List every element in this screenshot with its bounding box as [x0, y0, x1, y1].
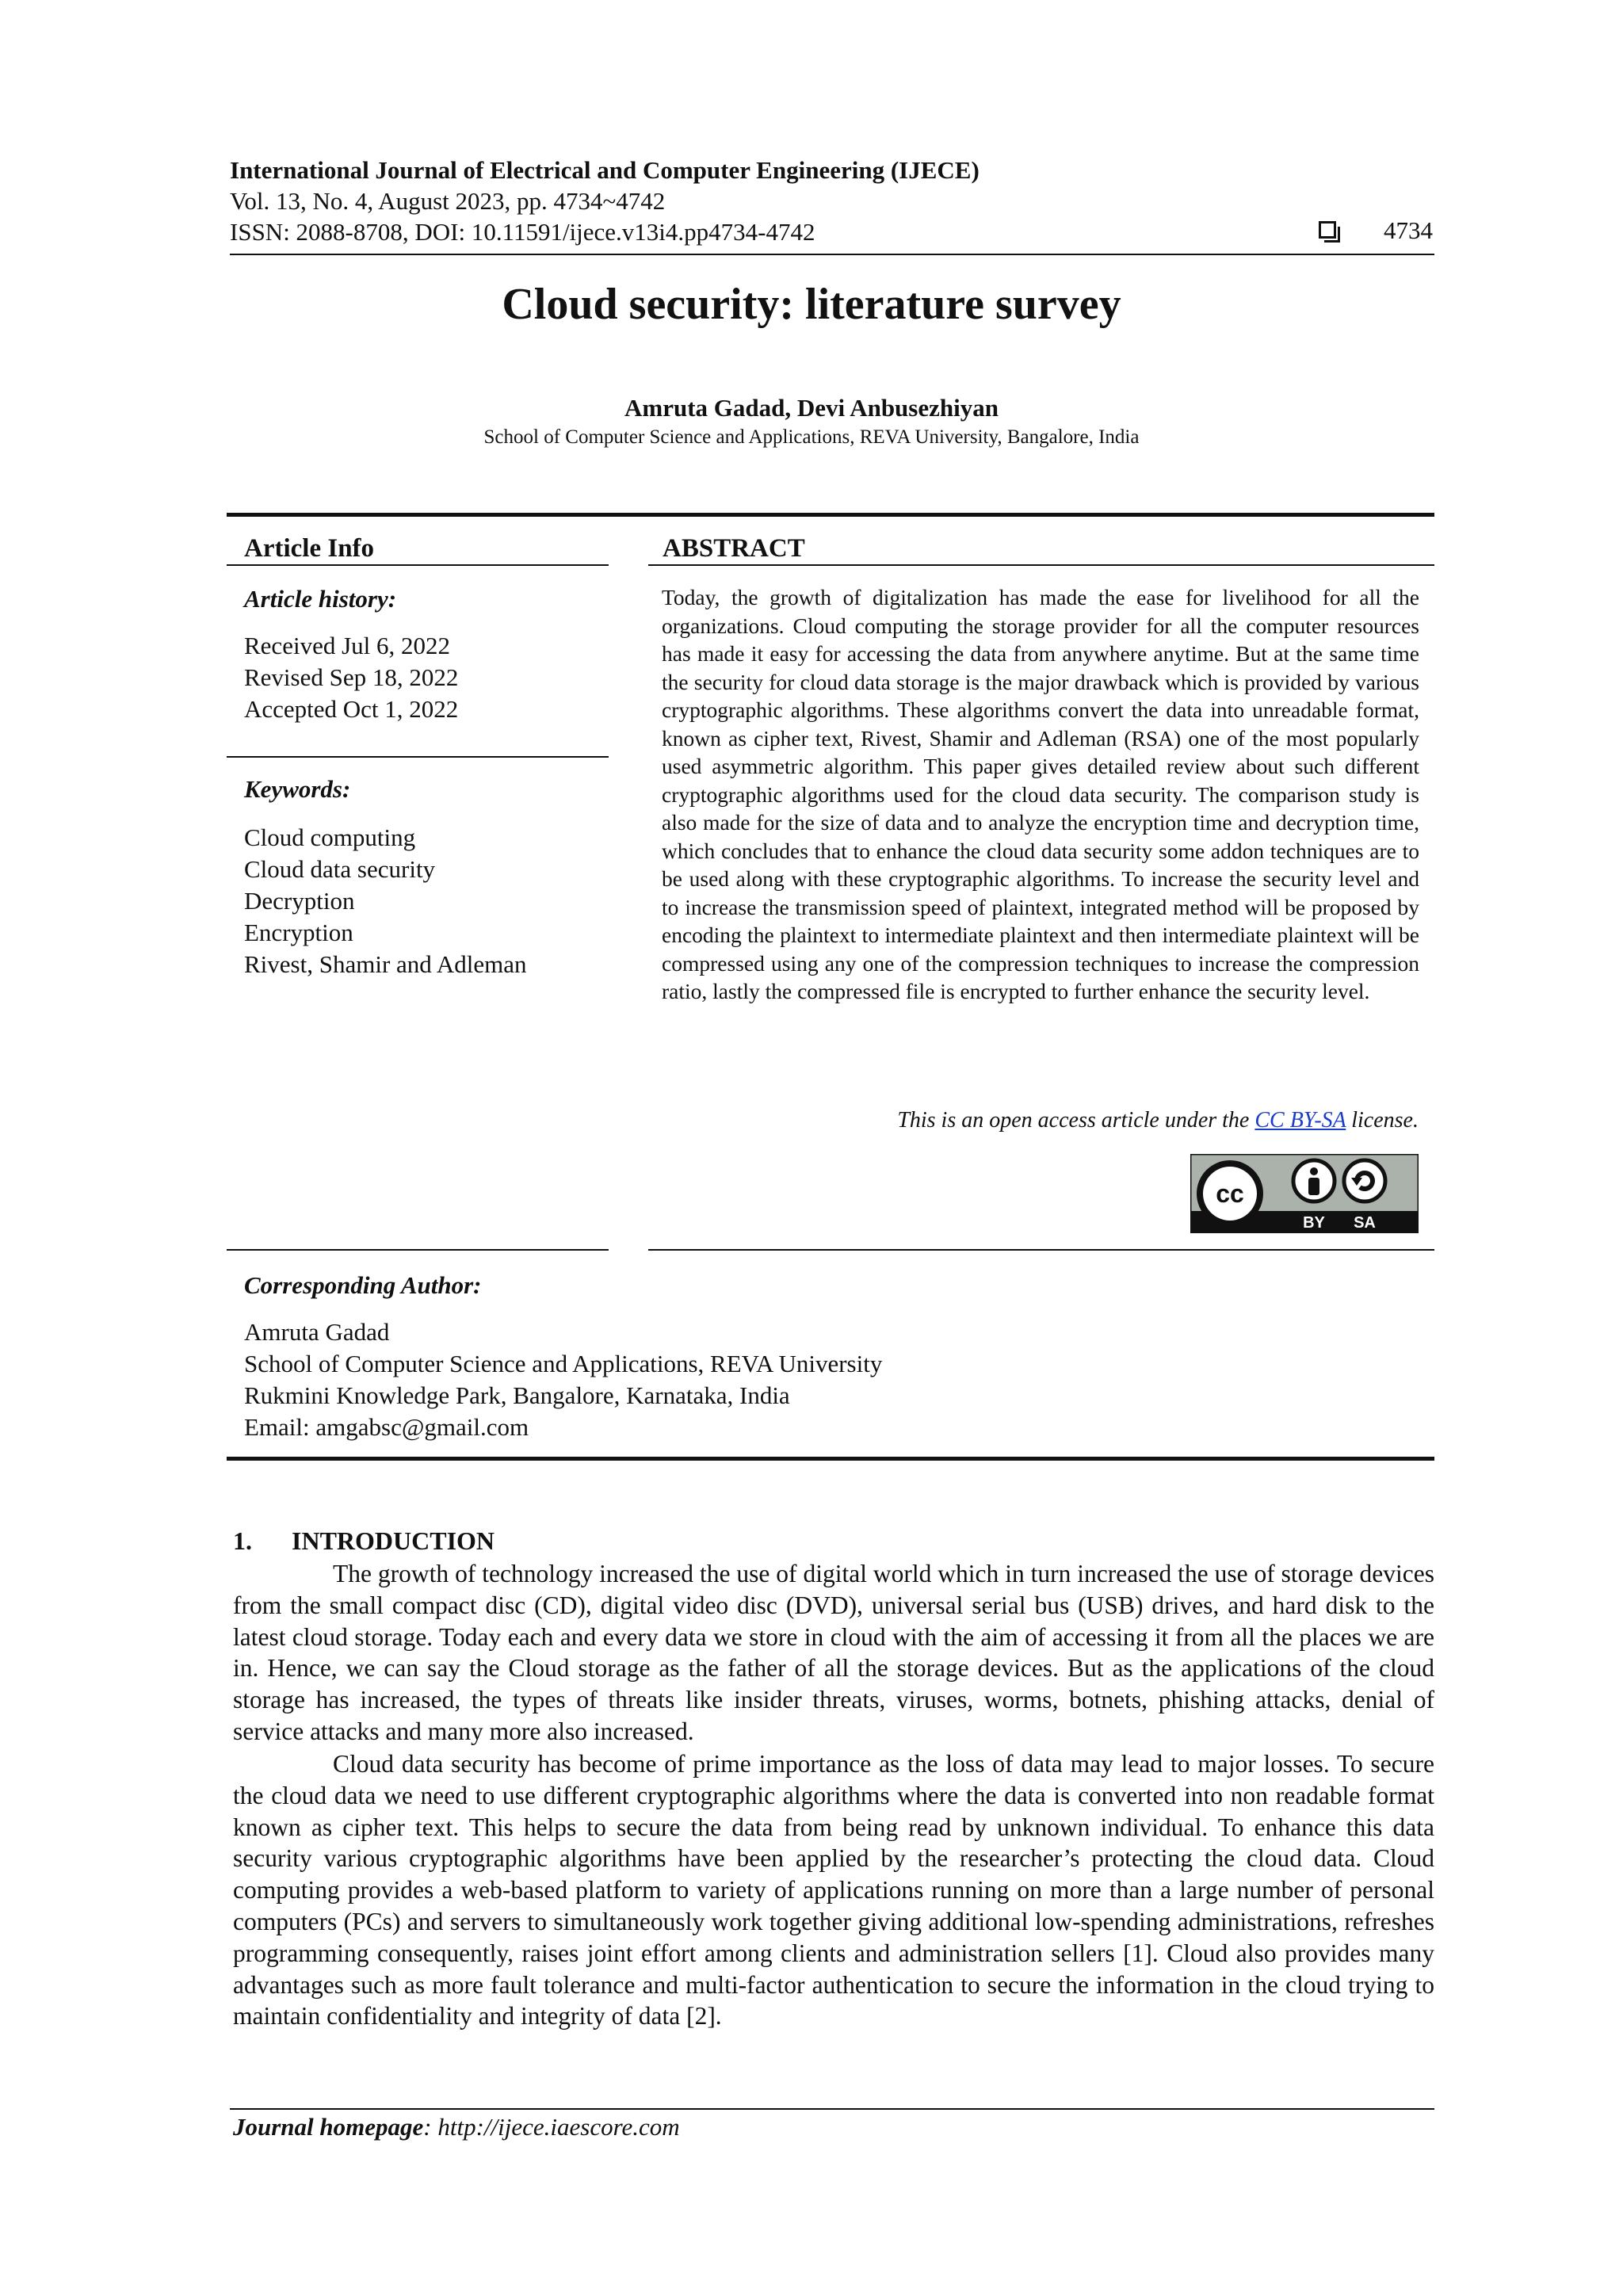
- corresponding-author-dept: School of Computer Science and Applications, REVA University: [244, 1350, 883, 1377]
- keyword-item: Decryption: [244, 887, 355, 915]
- article-info-heading: Article Info: [244, 534, 375, 563]
- homepage-label: Journal homepage: [233, 2113, 424, 2141]
- sa-label: SA: [1354, 1214, 1376, 1232]
- by-label: BY: [1303, 1214, 1325, 1232]
- abstract-heading: ABSTRACT: [663, 534, 805, 563]
- keywords-rule: [227, 756, 609, 758]
- keyword-item: Cloud data security: [244, 855, 436, 883]
- checkbox-square-icon: [1319, 221, 1336, 239]
- issn-doi-line: ISSN: 2088-8708, DOI: 10.11591/ijece.v13i4.pp4734-4742: [230, 218, 815, 246]
- abstract-bottom-rule: [648, 1249, 1434, 1251]
- keywords-heading: Keywords:: [244, 775, 351, 803]
- accepted-date: Accepted Oct 1, 2022: [244, 695, 459, 723]
- header-rule: [230, 254, 1434, 255]
- corresponding-author-email: Email: amgabsc@gmail.com: [244, 1413, 529, 1441]
- keyword-item: Cloud computing: [244, 823, 416, 851]
- author-list: Amruta Gadad, Devi Anbusezhiyan: [624, 394, 999, 422]
- footer-rule: [230, 2108, 1434, 2110]
- journal-homepage: [233, 2113, 680, 2141]
- revised-date: Revised Sep 18, 2022: [244, 663, 459, 691]
- journal-name: International Journal of Electrical and Computer Engineering (IJECE): [230, 156, 980, 184]
- abstract-rule: [648, 564, 1434, 566]
- sa-share-icon: [1344, 1160, 1385, 1201]
- corresponding-author-address: Rukmini Knowledge Park, Bangalore, Karnataka, India: [244, 1381, 790, 1409]
- keyword-item: Rivest, Shamir and Adleman: [244, 950, 527, 978]
- corresponding-author-heading: Corresponding Author:: [244, 1271, 482, 1299]
- paper-title: Cloud security: literature survey: [502, 280, 1121, 329]
- cc-by-sa-badge-icon[interactable]: [1190, 1154, 1419, 1233]
- abstract-text: Today, the growth of digitalization has made the ease for livelihood for all the organizations. Cloud computing the storage provider for all the computer resources has made it easy for accessing the data from anywhere anytime. But at the same time the security for cloud data storage is the major drawback which is provided by various cryptographic algorithms. These algorithms convert the data into unreadable format, known as cipher text, Rivest, Shamir and Adleman (RSA) one of the most popularly used asymmetric algorithm. This paper gives detailed review about such different cryptographic algorithms used for the cloud data security. The comparison study is also made for the size of data and to analyze the encryption time and decryption time, which concludes that to enhance the cloud data security some addon techniques are to be used along with these cryptographic algorithms. To increase the security level and to increase the transmission speed of plaintext, integrated method will be proposed by encoding the plaintext to intermediate plaintext and then intermediate plaintext will be compressed using any one of the compression techniques to increase the compression ratio, lastly the compressed file is encrypted to further enhance the security level.: [662, 585, 1419, 1003]
- open-access-note: [897, 1108, 1419, 1133]
- info-box-top-rule: [227, 513, 1434, 517]
- article-history-heading: Article history:: [244, 585, 397, 613]
- cc-glyph: cc: [1216, 1179, 1244, 1208]
- keyword-item: Encryption: [244, 919, 353, 946]
- by-person-head: [1310, 1167, 1318, 1175]
- info-bottom-rule: [227, 1249, 609, 1251]
- volume-line: Vol. 13, No. 4, August 2023, pp. 4734~4742: [230, 187, 666, 215]
- info-box-bottom-rule: [227, 1457, 1434, 1461]
- intro-heading: INTRODUCTION: [292, 1526, 495, 1555]
- by-person-body: [1308, 1178, 1319, 1195]
- homepage-url[interactable]: : http://ijece.iaescore.com: [423, 2113, 680, 2141]
- open-access-prefix: This is an open access article under the: [897, 1108, 1255, 1133]
- intro-section-number: 1.: [233, 1526, 252, 1555]
- corresponding-author-name: Amruta Gadad: [244, 1318, 390, 1346]
- open-access-suffix: license.: [1346, 1108, 1419, 1133]
- license-link[interactable]: CC BY-SA: [1254, 1108, 1346, 1133]
- affiliation: School of Computer Science and Applications, REVA University, Bangalore, India: [483, 426, 1140, 448]
- article-info-rule: [227, 564, 609, 566]
- page-number: 4734: [1384, 216, 1433, 244]
- intro-paragraph-1: The growth of technology increased the use of digital world which in turn increased the use of storage devices from the small compact disc (CD), digital video disc (DVD), universal serial bus (USB) drives, and hard disk to the latest cloud storage. Today each and every data we store in cloud with the aim of accessing it from all the places we are in. Hence, we can say the Cloud storage as the father of all the storage devices. But as the applications of the cloud storage has increased, the types of threats like insider threats, viruses, worms, botnets, phishing attacks, denial of service attacks and many more also increased.: [233, 1560, 1434, 1745]
- intro-paragraph-2: Cloud data security has become of prime importance as the loss of data may lead to major losses. To secure the cloud data we need to use different cryptographic algorithms where the data is converted into non readable format known as cipher text. This helps to secure the data from being read by unknown individual. To enhance this data security various cryptographic algorithms have been applied by the researcher’s protecting the cloud data. Cloud computing provides a web-based platform to variety of applications running on more than a large number of personal computers (PCs) and servers to simultaneously work together giving additional low-spending administrations, refreshes programming consequently, raises joint effort among clients and administration sellers [1]. Cloud also provides many advantages such as more fault tolerance and multi-factor authentication to secure the information in the cloud trying to maintain confidentiality and integrity of data [2].: [233, 1750, 1434, 2030]
- received-date: Received Jul 6, 2022: [244, 632, 451, 659]
